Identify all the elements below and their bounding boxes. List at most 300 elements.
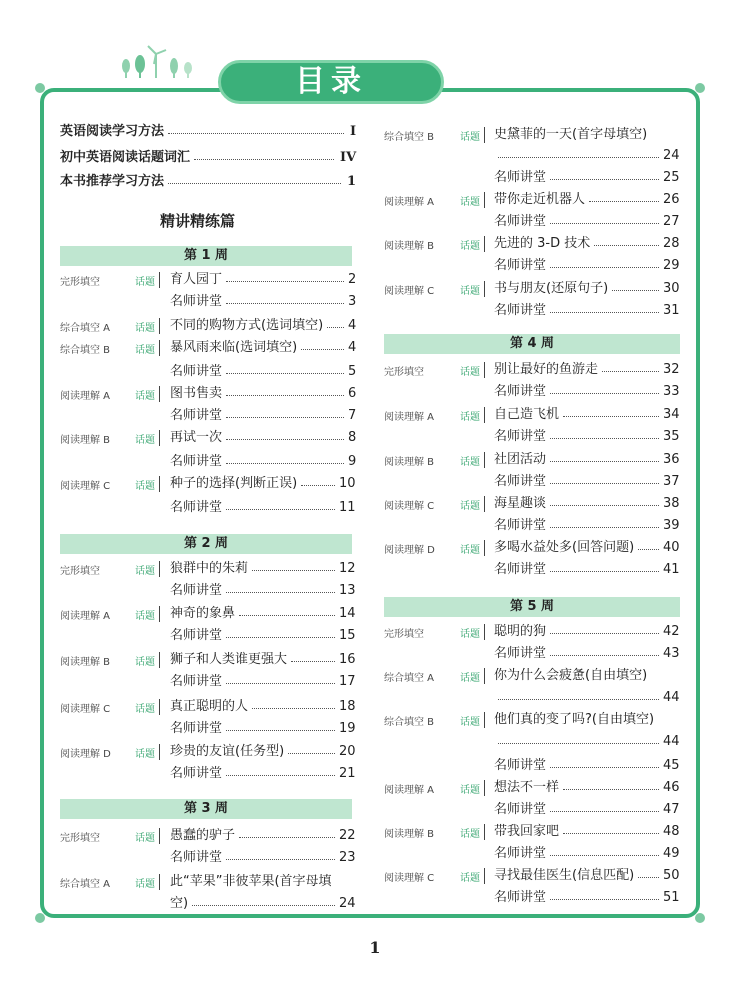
teacher-lecture-entry: 名师讲堂 xyxy=(494,646,547,661)
toc-entry xyxy=(170,848,356,868)
topic-tag: 话题 xyxy=(460,501,480,512)
category-label: 阅读理解 B xyxy=(384,241,435,252)
topic-tag: 话题 xyxy=(460,673,480,684)
separator-bar xyxy=(484,780,485,796)
toc-entry xyxy=(170,316,356,336)
entry-title: 愚蠢的驴子 xyxy=(170,828,236,843)
separator-bar xyxy=(159,272,160,288)
leader-dots xyxy=(252,708,335,709)
entry-page: 17 xyxy=(339,674,356,689)
week-heading-1: 第 1 周 xyxy=(60,246,352,266)
entry-page: 5 xyxy=(348,364,357,379)
teacher-lecture-entry: 名师讲堂 xyxy=(494,474,547,489)
separator-bar xyxy=(484,668,485,684)
teacher-lecture-entry: 名师讲堂 xyxy=(494,890,547,905)
toc-entry xyxy=(494,756,680,776)
leader-dots xyxy=(550,267,659,268)
category-label: 阅读理解 C xyxy=(384,286,435,297)
separator-bar xyxy=(484,192,485,208)
topic-tag: 话题 xyxy=(460,785,480,796)
leader-dots xyxy=(550,438,659,439)
category-label: 阅读理解 B xyxy=(384,829,435,840)
topic-tag: 话题 xyxy=(460,829,480,840)
category-label: 阅读理解 A xyxy=(384,785,435,796)
leader-dots xyxy=(550,393,659,394)
entry-page: 8 xyxy=(348,430,357,445)
leader-dots xyxy=(550,655,659,656)
page-title-text: 目录 xyxy=(295,64,367,99)
teacher-lecture-entry: 名师讲堂 xyxy=(170,294,223,309)
teacher-lecture-entry: 名师讲堂 xyxy=(494,802,547,817)
entry-title: 多喝水益处多(回答问题) xyxy=(494,540,635,555)
topic-tag: 话题 xyxy=(135,611,155,622)
topic-tag: 话题 xyxy=(460,197,480,208)
entry-page: 44 xyxy=(663,690,680,705)
entry-title: 此“苹果”非彼苹果(首字母填 xyxy=(170,874,332,889)
leader-dots xyxy=(288,753,335,754)
separator-bar xyxy=(159,318,160,334)
toc-entry xyxy=(170,362,356,382)
entry-page: 2 xyxy=(348,272,357,287)
entry-page: 28 xyxy=(663,236,680,251)
entry-title: 聪明的狗 xyxy=(494,624,547,639)
category-label: 阅读理解 D xyxy=(384,545,435,556)
entry-page: 42 xyxy=(663,624,680,639)
toc-entry xyxy=(170,452,356,472)
topic-tag: 话题 xyxy=(135,481,155,492)
toc-entry xyxy=(494,405,680,425)
separator-bar xyxy=(159,699,160,715)
entry-page: 26 xyxy=(663,192,680,207)
frame-corner-dot xyxy=(695,83,705,93)
topic-tag: 话题 xyxy=(460,873,480,884)
leader-dots xyxy=(192,905,335,906)
teacher-lecture-entry: 名师讲堂 xyxy=(494,758,547,773)
entry-title: 空) xyxy=(170,896,189,911)
leader-dots xyxy=(498,743,659,744)
toc-entry xyxy=(494,844,680,864)
teacher-lecture-entry: 名师讲堂 xyxy=(494,518,547,533)
separator-bar xyxy=(159,476,160,492)
entry-page: 51 xyxy=(663,890,680,905)
leader-dots xyxy=(226,417,344,418)
category-label: 阅读理解 C xyxy=(384,873,435,884)
entry-page: 25 xyxy=(663,170,680,185)
leader-dots xyxy=(638,549,659,550)
leader-dots xyxy=(550,767,659,768)
separator-bar xyxy=(484,540,485,556)
separator-bar xyxy=(159,744,160,760)
entry-page: 23 xyxy=(339,850,356,865)
separator-bar xyxy=(484,712,485,728)
topic-tag: 话题 xyxy=(460,457,480,468)
topic-tag: 话题 xyxy=(135,879,155,890)
leader-dots xyxy=(168,133,344,134)
toc-entry xyxy=(494,778,680,798)
entry-page: 32 xyxy=(663,362,680,377)
entry-page: 9 xyxy=(348,454,357,469)
leader-dots xyxy=(226,637,335,638)
category-label: 完形填空 xyxy=(60,566,100,577)
entry-title: 狼群中的朱莉 xyxy=(170,561,249,576)
entry-title: 海星趣谈 xyxy=(494,496,547,511)
toc-entry xyxy=(170,826,356,846)
entry-page: 21 xyxy=(339,766,356,781)
entry-page: 1 xyxy=(347,174,357,189)
toc-entry xyxy=(494,866,680,886)
entry-page: 39 xyxy=(663,518,680,533)
entry-title: 书与朋友(还原句子) xyxy=(494,281,609,296)
category-label: 阅读理解 D xyxy=(60,749,111,760)
teacher-lecture-entry: 名师讲堂 xyxy=(170,583,223,598)
leader-dots xyxy=(239,615,335,616)
entry-title: 带我回家吧 xyxy=(494,824,560,839)
toc-entry xyxy=(494,450,680,470)
leader-dots xyxy=(550,461,659,462)
category-label: 阅读理解 B xyxy=(384,457,435,468)
leader-dots xyxy=(602,371,659,372)
toc-entry xyxy=(494,301,680,321)
toc-entry xyxy=(494,382,680,402)
topic-tag: 话题 xyxy=(460,629,480,640)
leader-dots xyxy=(563,789,659,790)
category-label: 阅读理解 A xyxy=(384,412,435,423)
entry-title: 再试一次 xyxy=(170,430,223,445)
toc-entry xyxy=(494,190,680,210)
entry-page: 37 xyxy=(663,474,680,489)
leader-dots xyxy=(589,201,659,202)
entry-title: 暴风雨来临(选词填空) xyxy=(170,340,298,355)
entry-title: 带你走近机器人 xyxy=(494,192,586,207)
toc-entry xyxy=(170,650,356,670)
leader-dots xyxy=(638,877,659,878)
frame-corner-dot xyxy=(35,913,45,923)
category-label: 综合填空 B xyxy=(384,717,435,728)
teacher-lecture-entry: 名师讲堂 xyxy=(170,850,223,865)
category-label: 综合填空 B xyxy=(384,132,435,143)
toc-entry xyxy=(494,688,680,708)
entry-title: 不同的购物方式(选词填空) xyxy=(170,318,324,333)
leader-dots xyxy=(226,303,344,304)
teacher-lecture-entry: 名师讲堂 xyxy=(494,170,547,185)
entry-page: 36 xyxy=(663,452,680,467)
teacher-lecture-entry: 名师讲堂 xyxy=(494,384,547,399)
separator-bar xyxy=(159,430,160,446)
toc-entry xyxy=(170,581,356,601)
leader-dots xyxy=(327,327,344,328)
entry-page: 50 xyxy=(663,868,680,883)
entry-page: 29 xyxy=(663,258,680,273)
toc-entry xyxy=(494,822,680,842)
separator-bar xyxy=(484,624,485,640)
entry-page: 16 xyxy=(339,652,356,667)
toc-entry xyxy=(494,256,680,276)
entry-page: 13 xyxy=(339,583,356,598)
category-label: 综合填空 A xyxy=(384,673,435,684)
leader-dots xyxy=(291,661,335,662)
page-title xyxy=(218,60,444,104)
teacher-lecture-entry: 名师讲堂 xyxy=(494,303,547,318)
leader-dots xyxy=(550,855,659,856)
topic-tag: 话题 xyxy=(460,286,480,297)
frame-corner-dot xyxy=(35,83,45,93)
toc-entry xyxy=(494,560,680,580)
entry-page: 7 xyxy=(348,408,357,423)
category-label: 综合填空 B xyxy=(60,345,111,356)
entry-page: 49 xyxy=(663,846,680,861)
entry-page: 10 xyxy=(339,476,356,491)
leader-dots xyxy=(226,775,335,776)
category-label: 阅读理解 A xyxy=(384,197,435,208)
toc-entry xyxy=(494,800,680,820)
topic-tag: 话题 xyxy=(135,657,155,668)
toc-entry xyxy=(494,622,680,642)
topic-tag: 话题 xyxy=(460,367,480,378)
toc-entry xyxy=(60,172,356,192)
toc-entry xyxy=(170,292,356,312)
entry-page: 11 xyxy=(339,500,356,515)
entry-page: I xyxy=(350,124,357,139)
topic-tag: 话题 xyxy=(135,435,155,446)
leader-dots xyxy=(226,395,344,396)
entry-page: 24 xyxy=(663,148,680,163)
section-title: 精讲精练篇 xyxy=(160,212,236,230)
topic-tag: 话题 xyxy=(460,412,480,423)
topic-tag: 话题 xyxy=(135,749,155,760)
separator-bar xyxy=(484,127,485,143)
entry-page: 15 xyxy=(339,628,356,643)
toc-entry xyxy=(170,697,356,717)
entry-title: 狮子和人类谁更强大 xyxy=(170,652,288,667)
leader-dots xyxy=(550,633,659,634)
separator-bar xyxy=(159,652,160,668)
leader-dots xyxy=(252,570,335,571)
teacher-lecture-entry: 名师讲堂 xyxy=(170,766,223,781)
entry-title: 图书售卖 xyxy=(170,386,223,401)
toc-entry xyxy=(494,125,680,145)
separator-bar xyxy=(159,340,160,356)
toc-entry xyxy=(494,732,680,752)
separator-bar xyxy=(484,236,485,252)
topic-tag: 话题 xyxy=(460,717,480,728)
toc-entry xyxy=(494,644,680,664)
separator-bar xyxy=(484,281,485,297)
entry-page: 19 xyxy=(339,721,356,736)
separator-bar xyxy=(484,362,485,378)
toc-entry xyxy=(494,360,680,380)
separator-bar xyxy=(159,386,160,402)
week-heading-3: 第 3 周 xyxy=(60,799,352,819)
leader-dots xyxy=(301,485,335,486)
leader-dots xyxy=(550,223,659,224)
category-label: 完形填空 xyxy=(60,277,100,288)
week-heading-5: 第 5 周 xyxy=(384,597,680,617)
entry-page: 48 xyxy=(663,824,680,839)
entry-title: 英语阅读学习方法 xyxy=(60,124,165,139)
topic-tag: 话题 xyxy=(135,277,155,288)
entry-page: 30 xyxy=(663,281,680,296)
toc-entry xyxy=(170,406,356,426)
entry-title: 初中英语阅读话题词汇 xyxy=(60,150,191,165)
toc-entry xyxy=(494,427,680,447)
entry-page: 22 xyxy=(339,828,356,843)
teacher-lecture-entry: 名师讲堂 xyxy=(170,364,223,379)
leader-dots xyxy=(563,833,659,834)
toc-entry xyxy=(60,122,356,142)
entry-page: 3 xyxy=(348,294,357,309)
separator-bar xyxy=(484,868,485,884)
entry-title: 社团活动 xyxy=(494,452,547,467)
entry-page: 43 xyxy=(663,646,680,661)
leader-dots xyxy=(226,592,335,593)
teacher-lecture-entry: 名师讲堂 xyxy=(170,628,223,643)
leader-dots xyxy=(563,416,659,417)
teacher-lecture-entry: 名师讲堂 xyxy=(494,258,547,273)
entry-page: 6 xyxy=(348,386,357,401)
entry-page: 47 xyxy=(663,802,680,817)
teacher-lecture-entry: 名师讲堂 xyxy=(494,846,547,861)
entry-title: 想法不一样 xyxy=(494,780,560,795)
teacher-lecture-entry: 名师讲堂 xyxy=(170,500,223,515)
category-label: 综合填空 A xyxy=(60,879,111,890)
leader-dots xyxy=(226,463,344,464)
entry-page: 18 xyxy=(339,699,356,714)
topic-tag: 话题 xyxy=(135,566,155,577)
week-heading-2: 第 2 周 xyxy=(60,534,352,554)
leader-dots xyxy=(550,899,659,900)
tree-decoration-icon xyxy=(118,42,208,82)
toc-entry xyxy=(494,666,680,686)
topic-tag: 话题 xyxy=(135,391,155,402)
teacher-lecture-entry: 名师讲堂 xyxy=(170,721,223,736)
leader-dots xyxy=(226,683,335,684)
leader-dots xyxy=(550,527,659,528)
separator-bar xyxy=(484,496,485,512)
toc-entry xyxy=(494,710,680,730)
leader-dots xyxy=(550,505,659,506)
entry-title: 自己造飞机 xyxy=(494,407,560,422)
entry-page: IV xyxy=(340,150,357,165)
entry-title: 本书推荐学习方法 xyxy=(60,174,165,189)
toc-entry xyxy=(494,212,680,232)
toc-entry xyxy=(170,764,356,784)
toc-entry xyxy=(170,270,356,290)
toc-entry xyxy=(170,872,356,892)
entry-page: 38 xyxy=(663,496,680,511)
topic-tag: 话题 xyxy=(135,323,155,334)
leader-dots xyxy=(594,245,659,246)
separator-bar xyxy=(484,407,485,423)
category-label: 综合填空 A xyxy=(60,323,111,334)
entry-title: 史黛菲的一天(首字母填空) xyxy=(494,127,648,142)
leader-dots xyxy=(194,159,334,160)
category-label: 阅读理解 B xyxy=(60,657,111,668)
separator-bar xyxy=(484,824,485,840)
entry-page: 46 xyxy=(663,780,680,795)
entry-page: 34 xyxy=(663,407,680,422)
entry-page: 33 xyxy=(663,384,680,399)
leader-dots xyxy=(226,281,344,282)
toc-entry xyxy=(170,498,356,518)
entry-page: 35 xyxy=(663,429,680,444)
entry-title: 寻找最佳医生(信息匹配) xyxy=(494,868,635,883)
entry-title: 种子的选择(判断正误) xyxy=(170,476,298,491)
teacher-lecture-entry: 名师讲堂 xyxy=(170,408,223,423)
leader-dots xyxy=(550,571,659,572)
entry-page: 12 xyxy=(339,561,356,576)
leader-dots xyxy=(498,157,659,158)
leader-dots xyxy=(498,699,659,700)
separator-bar xyxy=(159,606,160,622)
toc-entry xyxy=(170,338,356,358)
category-label: 完形填空 xyxy=(384,629,424,640)
topic-tag: 话题 xyxy=(460,241,480,252)
entry-title: 先进的 3-D 技术 xyxy=(494,236,591,251)
entry-page: 45 xyxy=(663,758,680,773)
leader-dots xyxy=(226,373,344,374)
category-label: 阅读理解 C xyxy=(384,501,435,512)
separator-bar xyxy=(159,561,160,577)
entry-page: 44 xyxy=(663,734,680,749)
toc-entry xyxy=(494,888,680,908)
toc-entry xyxy=(494,168,680,188)
toc-entry xyxy=(170,719,356,739)
entry-page: 27 xyxy=(663,214,680,229)
page-number: 1 xyxy=(369,938,381,957)
leader-dots xyxy=(550,179,659,180)
toc-entry xyxy=(170,384,356,404)
category-label: 阅读理解 C xyxy=(60,481,111,492)
teacher-lecture-entry: 名师讲堂 xyxy=(494,214,547,229)
toc-entry xyxy=(494,516,680,536)
toc-entry xyxy=(170,894,356,914)
toc-entry xyxy=(170,672,356,692)
leader-dots xyxy=(301,349,344,350)
teacher-lecture-entry: 名师讲堂 xyxy=(494,562,547,577)
separator-bar xyxy=(159,828,160,844)
leader-dots xyxy=(226,439,344,440)
entry-page: 24 xyxy=(339,896,356,911)
leader-dots xyxy=(226,730,335,731)
toc-entry xyxy=(170,604,356,624)
leader-dots xyxy=(550,811,659,812)
toc-entry xyxy=(60,148,356,168)
teacher-lecture-entry: 名师讲堂 xyxy=(170,674,223,689)
leader-dots xyxy=(168,183,341,184)
leader-dots xyxy=(226,859,335,860)
teacher-lecture-entry: 名师讲堂 xyxy=(170,454,223,469)
toc-entry xyxy=(494,538,680,558)
entry-page: 40 xyxy=(663,540,680,555)
entry-page: 4 xyxy=(348,340,357,355)
toc-entry xyxy=(170,626,356,646)
category-label: 阅读理解 B xyxy=(60,435,111,446)
entry-page: 14 xyxy=(339,606,356,621)
category-label: 阅读理解 C xyxy=(60,704,111,715)
leader-dots xyxy=(550,483,659,484)
frame-corner-dot xyxy=(695,913,705,923)
toc-entry xyxy=(170,742,356,762)
toc-entry xyxy=(170,559,356,579)
leader-dots xyxy=(239,837,335,838)
topic-tag: 话题 xyxy=(460,545,480,556)
category-label: 完形填空 xyxy=(384,367,424,378)
toc-entry xyxy=(494,146,680,166)
separator-bar xyxy=(484,452,485,468)
entry-page: 31 xyxy=(663,303,680,318)
topic-tag: 话题 xyxy=(135,833,155,844)
entry-title: 育人园丁 xyxy=(170,272,223,287)
